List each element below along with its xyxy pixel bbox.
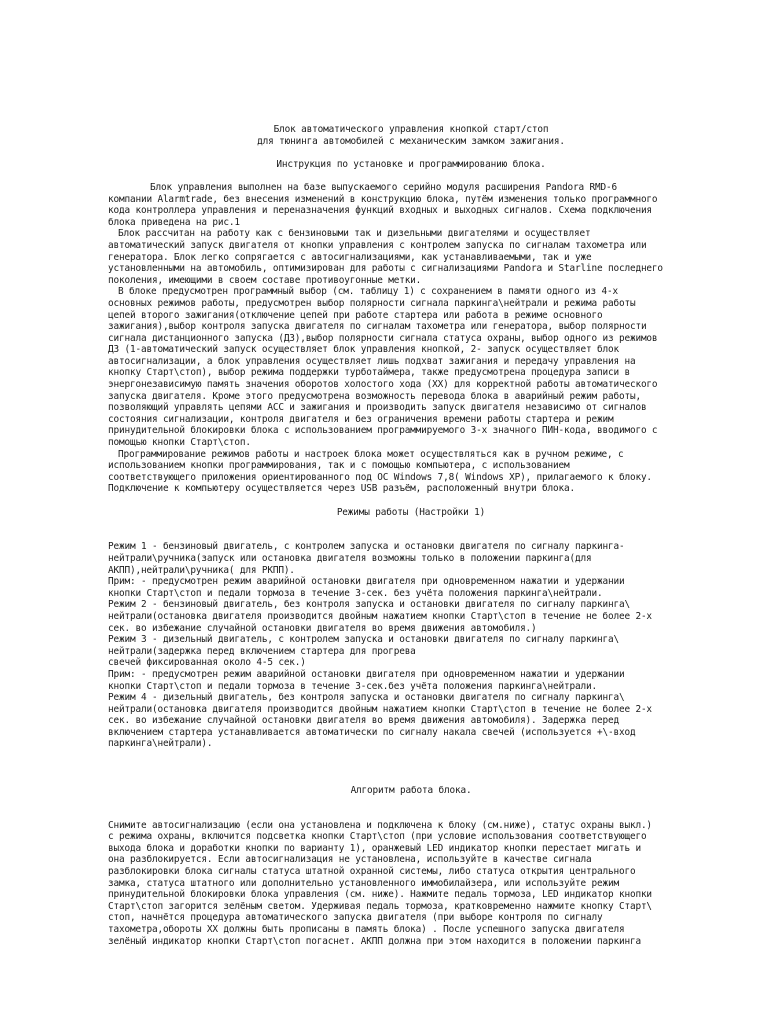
algorithm-heading: Алгоритм работа блока.	[350, 784, 472, 796]
instructions-heading: Инструкция по установке и программированию блока.	[276, 158, 546, 170]
paragraph-programming	[108, 449, 714, 495]
text-line: автосигнализации, а блок управления осуществляет лишь подхват зажигания и передачу управления на	[108, 355, 636, 367]
text-line: нейтрали(задержка перед включением стартера для прогрева	[108, 645, 416, 657]
text-line: генератора. Блок легко сопрягается с автосигнализациями, как устанавливаемыми, так и уже	[108, 251, 592, 263]
intro-paragraph	[108, 182, 714, 228]
text-line: Режим 1 - бензиновый двигатель, с контролем запуска и остановки двигателя по сигналу паркинга-	[108, 541, 625, 553]
text-line: энергонезависимую память значения оборотов холостого хода (ХХ) для корректной работы автоматического	[108, 379, 658, 391]
text-line: нейтрали\ручника(запуск или остановка двигателя возможны только в положении паркинга(для	[108, 552, 592, 564]
text-line: Снимите автосигнализацию (если она установлена и подключена к блоку (см.ниже), статус охраны выкл.)	[108, 819, 652, 831]
text-line: блока приведена на рис.1	[108, 216, 240, 228]
text-line: В блоке предусмотрен программный выбор (см. таблицу 1) с сохранением в памяти одного из 4-х	[118, 286, 618, 298]
text-line: Режим 4 - дизельный двигатель, без контроля запуска и остановки двигателя по сигналу паркинга\	[108, 692, 625, 704]
text-line: состояния сигнализации, контроля двигателя и без ограничения времени работы стартера и режим	[108, 413, 614, 425]
text-line: свечей фиксированная около 4-5 сек.)	[108, 657, 306, 669]
text-line: включением стартера устанавливается автоматически по сигналу накала свечей (используется +\-вход	[108, 726, 636, 738]
text-line: сек. во избежание случайной остановки двигателя во время движения автомобиля.)	[108, 622, 537, 634]
text-line: компании Alarmtrade, без внесения изменений в конструкцию блока, путём изменения только программного	[108, 193, 658, 205]
text-line: тахометра,обороты ХХ должны быть прописаны в память блока) . После успешного запуска двигателя	[108, 923, 625, 935]
text-line: установленными на автомобиль, оптимизирован для работы с сигнализациями Pandora и Starline последнего	[108, 263, 663, 275]
text-line: соответствующего приложения ориентированного под ОС Windows 7,8( Windows XP), прилагаемого к блоку.	[108, 471, 652, 483]
text-line: кнопку Старт\стоп), выбор режима поддержки турботаймера, также предусмотрена процедура записи в	[108, 367, 630, 379]
text-line: помощью кнопки Старт\стоп.	[108, 437, 251, 449]
text-line: паркинга\нейтрали).	[108, 738, 213, 750]
text-line: кода контроллера управления и переназначения функций входных и выходных сигналов. Схема подключения	[108, 205, 652, 217]
document-title	[108, 124, 714, 147]
paragraph-engines	[108, 228, 714, 286]
paragraph-modes-selection	[108, 286, 714, 448]
text-line: автоматический запуск двигателя от кнопки управления с контролем запуска по сигналам тахометра или	[108, 239, 647, 251]
text-line: Блок управления выполнен на базе выпускаемого серийно модуля расширения Pandora RMD-6	[150, 181, 618, 193]
text-line: стоп, начнётся процедура автоматического запуска двигателя (при выборе контроля по сигналу	[108, 912, 603, 924]
text-line: Режим 2 - бензиновый двигатель, без контроля запуска и остановки двигателя по сигналу паркинга\	[108, 599, 630, 611]
text-line: замка, статуса штатного или дополнительно установленного иммобилайзера, или используйте режим	[108, 877, 619, 889]
text-line: Старт\стоп загорится зелёным светом. Удерживая педаль тормоза, кратковременно нажмите кнопку Старт\	[108, 900, 652, 912]
algorithm-paragraph	[108, 820, 714, 948]
text-line: разблокировки блока сигналы статуса штатной охранной системы, либо статуса открытия центрального	[108, 866, 636, 878]
text-line: нейтрали(остановка двигателя производится двойным нажатием кнопки Старт\стоп в течение не более 2-х	[108, 703, 652, 715]
text-line: нейтрали(остановка двигателя производится двойным нажатием кнопки Старт\стоп в течение не более 2-х	[108, 610, 652, 622]
text-line: кнопки Старт\стоп и педали тормоза в течение 3-сек. без учёта положения паркинга\нейтрали.	[108, 587, 603, 599]
modes-heading: Режимы работы (Настройки 1)	[336, 506, 486, 518]
text-line: Прим: - предусмотрен режим аварийной остановки двигателя при одновременном нажатии и удержании	[108, 576, 625, 588]
text-line: принудительной блокировки блока с использованием программируемого 3-х значного ПИН-кода, вводимого с	[108, 425, 658, 437]
text-line: цепей второго зажигания(отключение цепей при работе стартера или работа в режиме основного	[108, 309, 603, 321]
title-line-1: Блок автоматического управления кнопкой старт/стоп	[273, 124, 549, 135]
text-line: ДЗ (1-автоматический запуск осуществляет блок управления кнопкой, 2- запуск осуществляет блок	[108, 344, 619, 356]
title-line-2: для тюнинга автомобилей с механическим замком зажигания.	[257, 135, 565, 147]
text-line: Режим 3 - дизельный двигатель, с контролем запуска и остановки двигателя по сигналу паркинга\	[108, 634, 619, 646]
text-line: Прим: - предусмотрен режим аварийной остановки двигателя при одновременном нажатии и удержании	[108, 668, 625, 680]
text-line: основных режимов работы, предусмотрен выбор полярности сигнала паркинга\нейтрали и режима работы	[108, 297, 636, 309]
text-line: она разблокируется. Если автосигнализация не установлена, используйте в качестве сигнала	[108, 854, 592, 866]
modes-paragraph	[108, 541, 714, 750]
text-line: позволяющий управлять цепями АСС и зажигания и производить запуск двигателя независимо от сигналов	[108, 402, 647, 414]
text-line: Блок рассчитан на работу как с бензиновыми так и дизельными двигателями и осуществляет	[118, 228, 591, 240]
text-line: запуска двигателя. Кроме этого предусмотрена возможность перевода блока в аварийный режим работы,	[108, 390, 641, 402]
text-line: принудительной блокировки блока управления (см. ниже). Нажмите педаль тормоза, LED индикатор кнопки	[108, 889, 652, 901]
text-line: с режима охраны, включится подсветка кнопки Старт\стоп (при условие использования соответствующего	[108, 831, 647, 843]
text-line: сигнала дистанционного запуска (ДЗ),выбор полярности сигнала статуса охраны, выбор одного из режимов	[108, 332, 658, 344]
text-line: АКПП),нейтрали\ручника( для РКПП).	[108, 564, 295, 576]
text-line: зажигания),выбор контроля запуска двигателя по сигналам тахометра или генератора, выбор полярности	[108, 321, 647, 333]
text-line: использованием кнопки программирования, так и с помощью компьютера, с использованием	[108, 460, 570, 472]
text-line: Программирование режимов работы и настроек блока может осуществляться как в ручном режиме, с	[118, 448, 624, 460]
text-line: кнопки Старт\стоп и педали тормоза в течение 3-сек.без учёта положения паркинга\нейтрали.	[108, 680, 597, 692]
text-line: выхода блока и доработки кнопки по варианту 1), оранжевый LED индикатор кнопки перестает мигать и	[108, 842, 641, 854]
text-line: Подключение к компьютеру осуществляется через USB разъём, расположенный внутри блока.	[108, 483, 576, 495]
text-line: зелёный индикатор кнопки Старт\стоп погаснет. АКПП должна при этом находится в положении паркинга	[108, 935, 641, 947]
text-line: поколения, имеющими в своем составе противоугонные метки.	[108, 274, 422, 286]
text-line: сек. во избежание случайной остановки двигателя во время движения автомобиля). Задержка перед	[108, 715, 619, 727]
